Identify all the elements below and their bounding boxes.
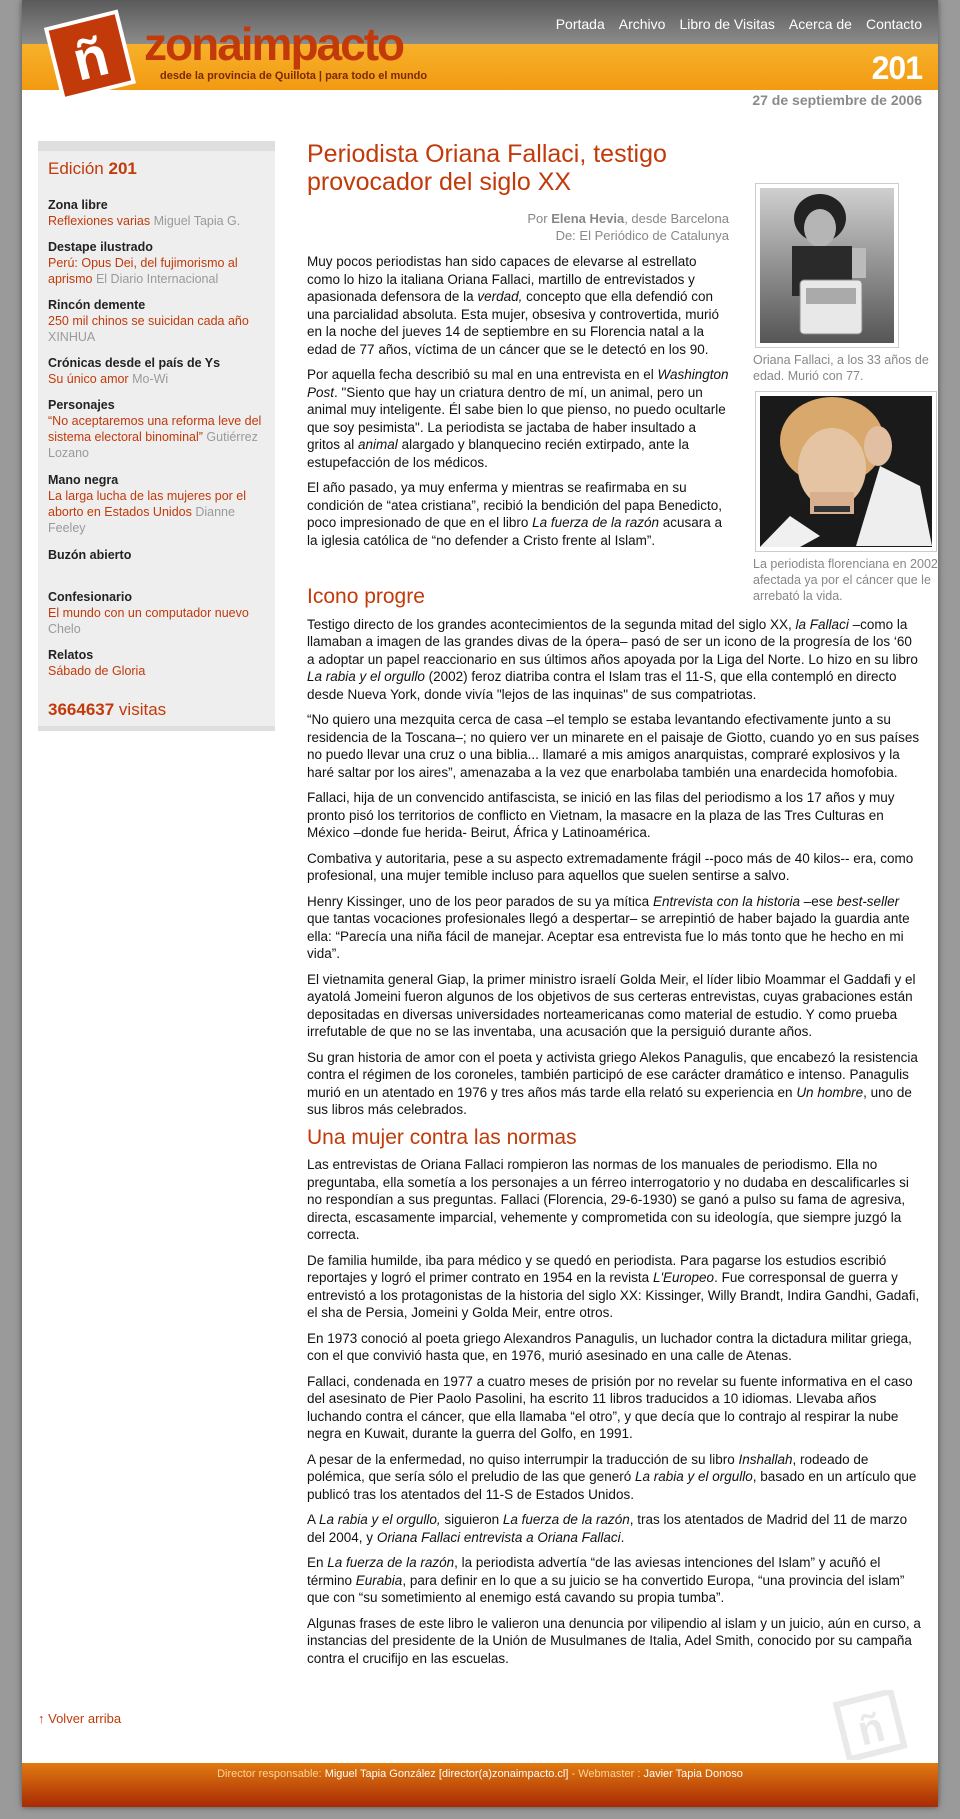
paragraph: Henry Kissinger, uno de los peor parados de su ya mítica Entrevista con la historia –ese best-seller que tantas vocaciones profesionales llegó a despertar– se arrepintió de haber bajado la guardia ante ella: “Parecía una niña fácil de manejar. Aceptar esa entrevista fue lo más tonto que he hecho en mi vida”. [307, 893, 910, 961]
section-heading: Crónicas desde el país de Ys [48, 356, 221, 370]
article-body-top [307, 253, 729, 557]
sidebar-section-cronicas [48, 355, 268, 387]
visits-count: 3664637 [48, 700, 115, 719]
byline-prefix: Por [527, 211, 548, 226]
photo-fallaci-2002-image [760, 396, 932, 547]
section-link[interactable]: Sábado de Gloria [48, 664, 146, 678]
back-to-top-label: Volver arriba [48, 1711, 122, 1726]
section-author: XINHUA [48, 330, 96, 344]
photo-fallaci-young-image [760, 188, 894, 343]
section-author: Miguel Tapia G. [153, 214, 241, 228]
byline-source: De: El Periódico de Catalunya [555, 228, 729, 243]
paragraph: Las entrevistas de Oriana Fallaci rompieron las normas de los manuales de periodismo. Ella no preguntaba, ella sometía a los personajes a un férreo interrogatorio y no dudaba en descalificarles si no respondían a sus preguntas. Fallaci (Florencia, 29-6-1930) se ganó a pulso su fama de agresiva, directa, escasamente imparcial, vehemente y comprometida con su ideología, que siempre juzgó la correcta. [307, 1157, 909, 1242]
section-heading: Mano negra [48, 473, 119, 487]
header [22, 0, 938, 92]
caption-photo-1: Oriana Fallaci, a los 33 años de edad. Murió con 77. [753, 353, 929, 383]
nav-libro-de-visitas[interactable]: Libro de Visitas [679, 16, 775, 32]
sidebar-section-relatos [48, 647, 268, 679]
article-body-main [307, 578, 923, 1675]
paragraph: El año pasado, ya muy enferma y mientras se reafirmaba en su condición de “atea cristiana”, recibió la bendición del papa Benedicto, poco impresionado de que en el libro La fuerza de la razón acusara a la iglesia católica de “no defender a Cristo frente al Islam”. [307, 480, 723, 548]
section-heading: Relatos [48, 648, 94, 662]
sidebar-section-zona-libre [48, 197, 268, 229]
director-label: Director responsable: [217, 1768, 322, 1780]
paragraph: En La fuerza de la razón, la periodista advertía “de las aviesas intenciones del Islam” y acuñó el término Eurabia, para definir en lo que a su juicio se ha convertido Europa, “una provincia del islam” que con “su sometimiento al enemigo está cavando su propia tumba”. [307, 1555, 905, 1605]
section-link[interactable]: La larga lucha de las mujeres por el aborto en Estados Unidos [48, 489, 247, 519]
footer-separator: - [571, 1768, 579, 1780]
article-title: Periodista Oriana Fallaci, testigo provocador del siglo XX [307, 140, 667, 196]
nav-contacto[interactable]: Contacto [865, 16, 922, 32]
photo-fallaci-young [755, 183, 899, 348]
section-heading: Destape ilustrado [48, 240, 153, 254]
paragraph: Combativa y autoritaria, pese a su aspecto extremadamente frágil --poco más de 40 kilos-- era, como profesional, una mujer temible incluso para aquellos que suelen sentirse a salvo. [307, 850, 914, 883]
site-logo[interactable] [40, 4, 520, 108]
visits-counter [48, 700, 166, 720]
sidebar-section-confesionario [48, 589, 268, 637]
paragraph: Su gran historia de amor con el poeta y activista griego Alekos Panagulis, que encabezó la resistencia contra el régimen de los coroneles, también participó de ese carácter dramático e intenso. Panagulis murió en un atentado en 1976 y tres años más tarde ella relató su experiencia en Un hombre, uno de sus libros más celebrados. [307, 1049, 918, 1117]
section-link[interactable]: Su único amor [48, 372, 129, 386]
section-heading: Rincón demente [48, 298, 146, 312]
arrow-up-icon: ↑ [38, 1711, 45, 1726]
section-author: Mo-Wi [132, 372, 169, 386]
section-author: El Diario Internacional [95, 272, 219, 286]
paragraph: Testigo directo de los grandes acontecimientos de la segunda mitad del siglo XX, la Fallaci –como la llamaban a imagen de las grandes divas de la ópera– pasó de ser un icono de la progresía de los ‘60 a adoptar un papel reaccionario en sus últimos años apoyada por la Liga del Norte. Lo hizo en su libro La rabia y el orgullo (2002) feroz diatriba contra el Islam tras el 11-S, que ella contempló en directo desde Nueva York, donde vivía "lejos de las inquinas" de sus compatriotas. [307, 616, 918, 702]
section-link[interactable]: 250 mil chinos se suicidan cada año [48, 314, 249, 328]
webmaster-label: Webmaster : [578, 1768, 641, 1780]
paragraph: Fallaci, hija de un convencido antifascista, se inició en las filas del periodismo a los 17 años y muy pronto pisó los territorios de conflicto en Vietnam, la masacre en la plaza de las Tres Culturas en México –donde fue herida- Beirut, África y Latinoamérica. [307, 790, 895, 840]
sidebar-section-buzon-abierto [48, 547, 268, 563]
section-link[interactable]: “No aceptaremos una reforma leve del sistema electoral binominal” [48, 414, 262, 444]
section-author: Chelo [48, 622, 81, 636]
sidebar-section-destape-ilustrado [48, 239, 268, 287]
section-heading: Zona libre [48, 198, 108, 212]
caption-photo-2: La periodista florenciana en 2002, afectada ya por el cáncer que le arrebató la vida. [753, 557, 942, 603]
paragraph: En 1973 conoció al poeta griego Alexandros Panagulis, un luchador contra la dictadura militar griega, con el que convivió hasta que, en 1976, murió asesinado en una calle de Atenas. [307, 1330, 912, 1363]
paragraph: A La rabia y el orgullo, siguieron La fuerza de la razón, tras los atentados de Madrid del 11 de marzo del 2004, y Oriana Fallaci entrevista a Oriana Fallaci. [307, 1512, 908, 1545]
sidebar [38, 141, 275, 731]
webmaster-name: Javier Tapia Donoso [643, 1768, 743, 1780]
section-heading: Personajes [48, 398, 115, 412]
section-link[interactable]: Reflexiones varias [48, 214, 151, 228]
photo-fallaci-2002 [755, 391, 937, 552]
nav-portada[interactable]: Portada [555, 16, 605, 32]
section-heading: Confesionario [48, 590, 133, 604]
subheading-icono-progre: Icono progre [307, 585, 425, 608]
nav-archivo[interactable]: Archivo [618, 16, 666, 32]
section-heading: Buzón abierto [48, 548, 132, 562]
sidebar-bottom-bar [38, 726, 275, 731]
paragraph: Fallaci, condenada en 1977 a cuatro meses de prisión por no revelar su fuente informativa en el caso del asesinato de Pier Paolo Pasolini, ha escrito 11 libros traducidos a 10 idiomas. Llevaba años luchando contra el cáncer, que ella llamaba “el otro”, y que decía que lo contrajo al respirar la nube negra en Kuwait, durante la guerra del Golfo, en 1991. [307, 1373, 913, 1441]
page [22, 0, 942, 1807]
sidebar-top-bar [38, 141, 275, 151]
sidebar-section-rincon-demente [48, 297, 268, 345]
paragraph: El vietnamita general Giap, la primer ministro israelí Golda Meir, el líder libio Moammar el Gaddafi y el ayatolá Jomeini fueron algunos de los objetivos de sus certeras entrevistas, cuyas grabaciones están depositadas en diversas universidades norteamericanas como material de estudio. Y como prueba irrefutable de que no se las inventaba, una acusación que la persiguió durante años. [307, 971, 916, 1039]
section-link[interactable]: Perú: Opus Dei, del fujimorismo al aprismo [48, 256, 238, 286]
paragraph: Muy pocos periodistas han sido capaces de elevarse al estrellato como lo hizo la italiana Oriana Fallaci, martillo de entrevistados y apasionada defensora de la verdad, concepto que ella defendió con una parcialidad absoluta. Esta mujer, obsesiva y controvertida, murió en la noche del jueves 14 de septiembre en su Florencia natal a la edad de 77 años, víctima de un cáncer que se le detectó en los 90. [307, 254, 719, 357]
sidebar-section-personajes [48, 397, 268, 461]
paragraph: Por aquella fecha describió su mal en una entrevista en el Washington Post. "Siento que hay un criatura dentro de mí, un animal, pero un animal muy inteligente. Él sabe bien lo que pienso, no puedo ocultarle que soy pesimista". La periodista se jactaba de haber insultado a gritos al animal alargado y blanquecino recién extirpado, ante la estupefacción de los médicos. [307, 367, 729, 470]
issue-date: 27 de septiembre de 2006 [752, 92, 922, 108]
section-author: Dianne Feeley [48, 505, 235, 535]
edition-number: 201 [108, 159, 137, 178]
subheading-una-mujer-contra-las-normas: Una mujer contra las normas [307, 1125, 577, 1149]
watermark-logo-icon [812, 1690, 922, 1760]
edition-label: Edición [48, 159, 104, 178]
section-link[interactable]: El mundo con un computador nuevo [48, 606, 249, 620]
paragraph: Algunas frases de este libro le valieron una denuncia por vilipendio al islam y un juicio, aún en curso, a instancias del presidente de la Unión de Musulmanes de Italia, Adel Smith, conocido por su campaña contra el crucifijo en las escuelas. [307, 1615, 921, 1666]
director-link[interactable]: Miguel Tapia González [director(a)zonaimpacto.cl] [324, 1768, 569, 1780]
svg-text:ñ: ñ [66, 23, 115, 93]
section-author: Gutiérrez Lozano [48, 430, 258, 460]
byline-suffix: , desde Barcelona [624, 211, 729, 226]
footer-credits [22, 1768, 938, 1780]
svg-text:ñ: ñ [852, 1702, 890, 1755]
paragraph: “No quiero una mezquita cerca de casa –el templo se estaba levantando efectivamente junto a su residencia de la Toscana–; no quiero ver un minarete en el paisaje de Giotto, cuando yo en sus países no puedo llevar una cruz o una biblia... llamaré a mis amigos anarquistas, compraré explosivos y la haré saltar por los aires”, amenazaba a la vez que enarbolaba también una enardecida homofobia. [307, 712, 920, 780]
article [307, 140, 942, 1666]
back-to-top-link[interactable] [38, 1711, 121, 1726]
main-nav [556, 16, 922, 32]
sidebar-edition-title [48, 159, 137, 179]
paragraph: De familia humilde, iba para médico y se quedó en periodista. Para pagarse los estudios escribió reportajes y logró el primer contrato en 1954 en la revista L'Europeo. Fue corresponsal de guerra y entrevistó a los protagonistas de la historia del siglo XX: Kissinger, Willy Brandt, Indira Gandhi, Gadafi, el sha de Persia, Jomeini y Golda Meir, entre otros. [307, 1252, 920, 1320]
sidebar-section-mano-negra [48, 472, 268, 536]
header-edition-number: 201 [871, 50, 922, 86]
svg-text:desde la provincia de Quillota: desde la provincia de Quillota | para todo el mundo [160, 70, 428, 82]
paragraph: A pesar de la enfermedad, no quiso interrumpir la traducción de su libro Inshallah, rodeado de polémica, que sería sólo el preludio de las que generó La rabia y el orgullo, basado en un artículo que publicó tras los atentados del 11-S de Estados Unidos. [307, 1451, 917, 1502]
byline-author: Elena Hevia [551, 211, 625, 226]
visits-label: visitas [118, 700, 167, 719]
svg-text:zonaimpacto: zonaimpacto [144, 18, 404, 70]
article-byline [307, 210, 729, 244]
nav-acerca-de[interactable]: Acerca de [788, 16, 852, 32]
